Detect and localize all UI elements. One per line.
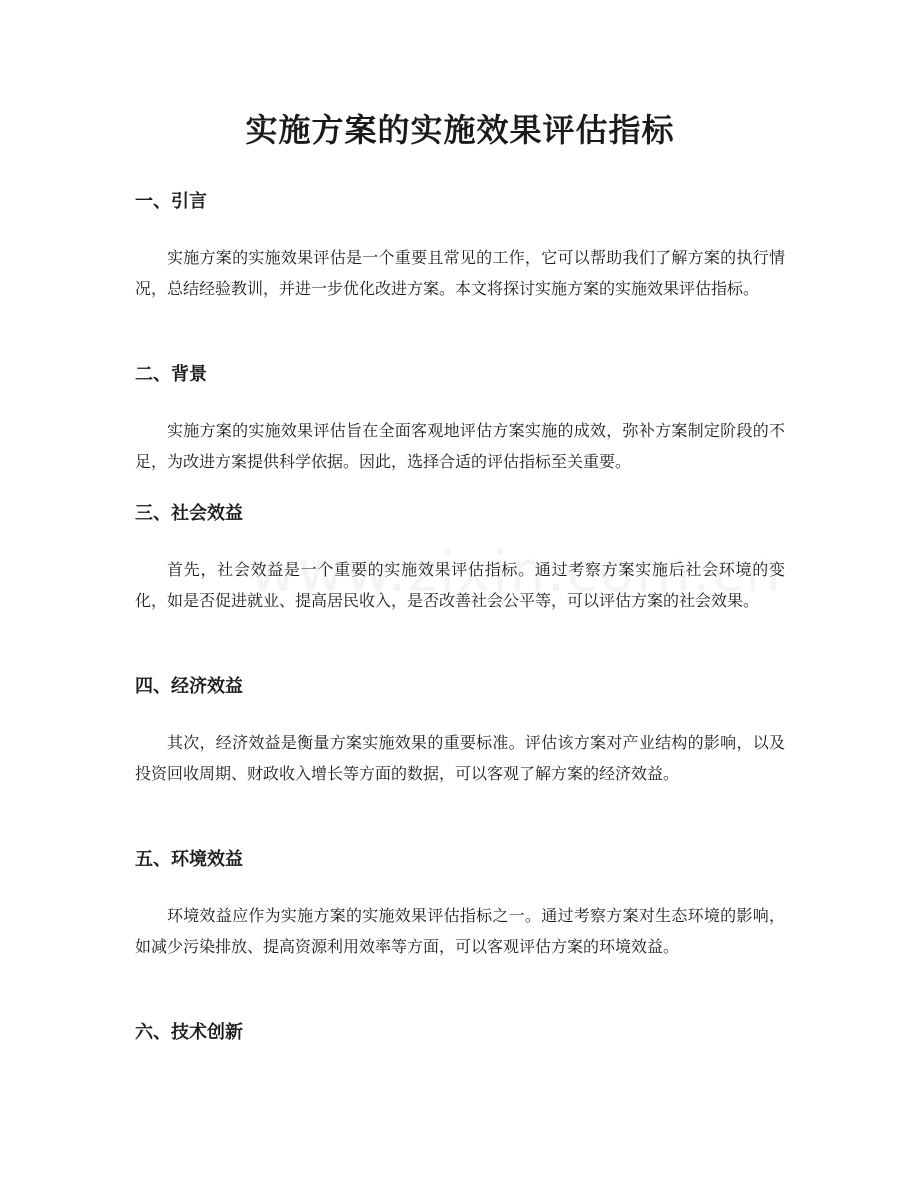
document-title: 实施方案的实施效果评估指标 xyxy=(245,111,675,149)
section-paragraph: 实施方案的实施效果评估旨在全面客观地评估方案实施的成效，弥补方案制定阶段的不足，为改进方案提供科学依据。因此，选择合适的评估指标至关重要。 xyxy=(135,421,785,471)
section-economic-benefit xyxy=(135,674,785,789)
section-paragraph: 其次，经济效益是衡量方案实施效果的重要标准。评估该方案对产业结构的影响，以及投资回收周期、财政收入增长等方面的数据，可以客观了解方案的经济效益。 xyxy=(135,733,785,783)
section-background xyxy=(135,362,785,477)
section-introduction xyxy=(135,189,785,304)
section-technical-innovation xyxy=(135,1020,785,1073)
section-environmental-benefit xyxy=(135,847,785,962)
section-heading: 六、技术创新 xyxy=(135,1022,243,1043)
section-heading: 五、环境效益 xyxy=(135,849,243,870)
section-social-benefit xyxy=(135,501,785,616)
section-heading: 三、社会效益 xyxy=(135,503,243,524)
section-heading: 四、经济效益 xyxy=(135,676,243,697)
section-paragraph: 实施方案的实施效果评估是一个重要且常见的工作，它可以帮助我们了解方案的执行情况，总结经验教训，并进一步优化改进方案。本文将探讨实施方案的实施效果评估指标。 xyxy=(135,248,785,298)
section-heading: 二、背景 xyxy=(135,364,207,385)
section-heading: 一、引言 xyxy=(135,191,207,212)
section-paragraph: 环境效益应作为实施方案的实施效果评估指标之一。通过考察方案对生态环境的影响，如减少污染排放、提高资源利用效率等方面，可以客观评估方案的环境效益。 xyxy=(135,906,785,956)
section-paragraph: 首先，社会效益是一个重要的实施效果评估指标。通过考察方案实施后社会环境的变化，如是否促进就业、提高居民收入，是否改善社会公平等，可以评估方案的社会效果。 xyxy=(135,560,785,610)
